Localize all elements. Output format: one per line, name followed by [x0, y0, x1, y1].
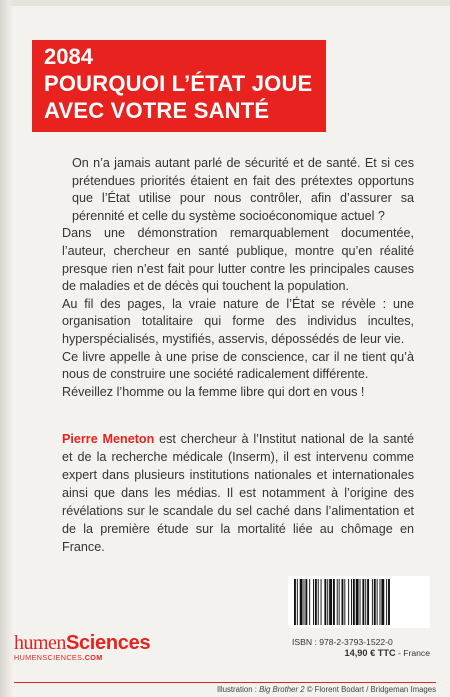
- logo-url-main: HUMENSCIENCES: [14, 653, 83, 662]
- barcode: [288, 576, 430, 628]
- barcode-bar: [388, 579, 390, 625]
- logo-url-suffix: .COM: [82, 653, 103, 662]
- blurb-paragraph-4: Ce livre appelle à une prise de conscience, car il ne tient qu’à nous de construire une société radicalement différente.: [62, 349, 414, 382]
- barcode-bar: [305, 579, 307, 625]
- barcode-bar: [372, 579, 373, 625]
- barcode-bar: [377, 579, 378, 625]
- credit-prefix: Illustration :: [217, 685, 260, 694]
- author-bio-text: est chercheur à l’Institut national de la santé et de la recherche médicale (Inserm), il est intervenu comme expert dans plusieurs institutions nationales et internationales ainsi que dans les médias. Il est notamment à l’origine des révélations sur le scandale du sel caché dans l’alimentation et de la première étude sur la mortalité liée au chômage en France.: [62, 432, 414, 554]
- price-row: [292, 648, 430, 659]
- logo-humen: humen: [14, 632, 66, 654]
- barcode-bar: [348, 579, 349, 625]
- barcode-bar: [337, 579, 338, 625]
- barcode-bar: [380, 579, 381, 625]
- title-line-1: POURQUOI L’ÉTAT JOUE: [44, 71, 313, 96]
- isbn-block: [292, 637, 430, 659]
- barcode-bar: [313, 579, 314, 625]
- top-strip: [0, 0, 450, 6]
- barcode-bar: [333, 579, 335, 625]
- barcode-bar: [304, 579, 305, 625]
- barcode-bar: [318, 579, 319, 625]
- barcode-bar: [356, 579, 359, 625]
- blurb-paragraph-5: Réveillez l’homme ou la femme libre qui dort en vous !: [62, 384, 365, 399]
- barcode-bar: [309, 579, 310, 625]
- barcode-bar: [300, 579, 303, 625]
- footer-rule: [14, 682, 436, 683]
- blurb-paragraph-2: Dans une démonstration remarquablement documentée, l’auteur, chercheur en santé publique, montre qu’en réalité presque rien n’est fait pour lutter contre les principales causes de maladies et de décès qui touchent la population.: [62, 226, 414, 294]
- author-bio: [62, 430, 414, 556]
- barcode-bar: [327, 579, 328, 625]
- barcode-bar: [321, 579, 322, 625]
- blurb-paragraph-1: On n’a jamais autant parlé de sécurité et de santé. Et si ces prétendues priorités étaient en fait des prétextes opportuns que l’État utilise pour nous contrôler, afin d’assurer sa pérennité et celle du système socioéconomique actuel ?: [72, 156, 414, 223]
- barcode-bar: [297, 579, 298, 625]
- credit-work: Big Brother 2: [259, 685, 305, 694]
- barcode-bar: [386, 579, 387, 625]
- barcode-graphic: [292, 579, 426, 625]
- barcode-bar: [329, 579, 332, 625]
- barcode-bar: [365, 579, 366, 625]
- title-box: [32, 40, 326, 132]
- blurb-paragraph-3: Au fil des pages, la vraie nature de l’État se révèle : une organisation totalitaire qui forme des individus incultes, hyperspécialisés, mystifiés, asservis, dépossédés de leur vie.: [62, 296, 414, 346]
- barcode-bar: [381, 579, 384, 625]
- spine-shadow: [0, 0, 14, 697]
- barcode-bar: [367, 579, 369, 625]
- illustration-credit: [217, 685, 436, 694]
- blurb: [62, 155, 414, 401]
- title-line-2: AVEC VOTRE SANTÉ: [44, 98, 270, 123]
- price-region: - France: [395, 648, 430, 658]
- barcode-bar: [342, 579, 344, 625]
- barcode-bar: [294, 579, 296, 625]
- barcode-bar: [362, 579, 364, 625]
- barcode-bar: [351, 579, 352, 625]
- logo-sciences: Sciences: [65, 632, 151, 654]
- barcode-bar: [353, 579, 355, 625]
- publisher-logo: [14, 632, 214, 666]
- author-name: Pierre Meneton: [62, 432, 155, 446]
- barcode-bar: [315, 579, 317, 625]
- barcode-bar: [339, 579, 340, 625]
- barcode-bar: [374, 579, 376, 625]
- barcode-bar: [324, 579, 326, 625]
- barcode-bar: [344, 579, 345, 625]
- isbn-number: ISBN : 978-2-3793-1522-0: [292, 637, 393, 647]
- barcode-bar: [360, 579, 361, 625]
- price: 14,90 € TTC: [344, 648, 396, 658]
- title-year: 2084: [44, 44, 93, 69]
- credit-rest: © Florent Bodart / Bridgeman Images: [304, 685, 436, 694]
